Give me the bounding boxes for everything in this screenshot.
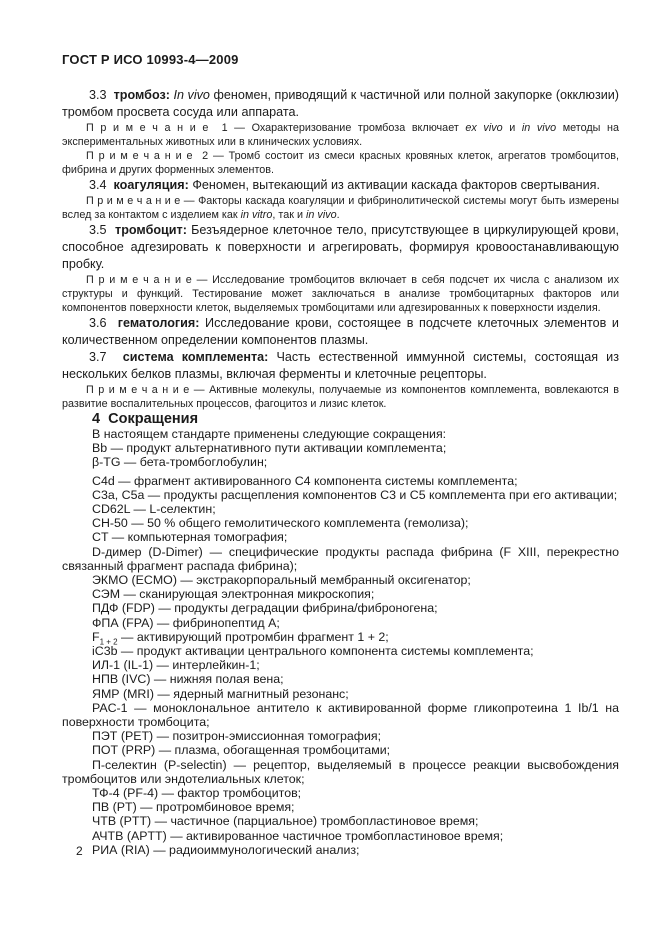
abbr-item bbox=[62, 672, 619, 686]
abbr-item bbox=[62, 729, 619, 743]
text-segment: Исследование крови, состоящее в подсчете клеточных элементов и количественном определении компонентов плазмы. bbox=[62, 316, 619, 347]
note-3-5 bbox=[62, 273, 619, 315]
text-segment: ТФ-4 (PF-4) — фактор тромбоцитов; bbox=[92, 786, 302, 801]
text-segment: П р и м е ч а н и е — Факторы каскада коагуляции и фибринолитической системы могут быть измерены вслед за контактом с изделием как bbox=[62, 195, 619, 221]
text-segment: тромбоцит: bbox=[115, 223, 192, 237]
definition-3-4 bbox=[62, 177, 619, 194]
text-segment: CD62L — L-селектин; bbox=[92, 502, 216, 517]
abbr-item bbox=[62, 758, 619, 786]
text-segment: ФПА (FPA) — фибринопептид A; bbox=[92, 615, 280, 630]
abbr-item bbox=[62, 629, 619, 647]
text-segment: β-TG — бета-тромбоглобулин; bbox=[92, 455, 268, 470]
text-segment: . bbox=[336, 209, 340, 221]
abbr-item bbox=[62, 455, 619, 469]
text-segment: коагуляция: bbox=[113, 178, 193, 192]
text-segment: ПОТ (PRP) — плазма, обогащенная тромбоцитами; bbox=[92, 743, 391, 758]
document-header: ГОСТ Р ИСО 10993-4—2009 bbox=[62, 52, 239, 67]
definition-3-5 bbox=[62, 222, 619, 273]
abbr-item bbox=[62, 516, 619, 530]
abbr-item bbox=[62, 474, 619, 488]
text-segment: CT — компьютерная томография; bbox=[92, 530, 288, 545]
text-segment: 3.5 bbox=[89, 223, 116, 237]
text-segment: СЭМ — сканирующая электронная микроскопия; bbox=[92, 587, 375, 602]
text-segment: C3a, C5a — продукты расщепления компонентов C3 и C5 комплемента при его активации; bbox=[92, 487, 618, 502]
text-segment: и bbox=[502, 122, 522, 134]
text-segment: П р и м е ч а н и е 1 — Охарактеризование тромбоза включает bbox=[86, 122, 466, 134]
text-segment: РИА (RIA) — радиоиммунологический анализ; bbox=[92, 842, 360, 857]
text-segment: in vivo bbox=[306, 209, 337, 221]
text-segment: НПВ (IVC) — нижняя полая вена; bbox=[92, 672, 284, 687]
text-segment: Часть естественной иммунной системы, состоящая из нескольких белков плазмы, включая ферменты и клеточные рецепторы. bbox=[62, 350, 619, 381]
text-segment: PAC-1 — моноклональное антитело к активированной форме гликопротеина 1 Ib/1 на поверхности тромбоцита; bbox=[62, 700, 619, 730]
document-body bbox=[62, 87, 619, 857]
text-segment: 3.6 bbox=[89, 316, 118, 330]
abbr-item bbox=[62, 587, 619, 601]
section-heading-4 bbox=[62, 411, 619, 427]
text-segment: тромбоз: bbox=[113, 88, 174, 102]
abbr-item bbox=[62, 441, 619, 455]
abbr-item bbox=[62, 644, 619, 658]
abbr-item bbox=[62, 843, 619, 857]
text-segment: П-селектин (P-selectin) — рецептор, выделяемый в процессе реакции высвобождения тромбоцитов или эндотелиальных клеток; bbox=[62, 757, 619, 786]
text-segment: ex vivo bbox=[465, 122, 503, 134]
text-segment: феномен, приводящий к частичной или полной закупорке (окклюзии) тромбом просвета сосуда или аппарата. bbox=[62, 88, 620, 119]
abbr-item bbox=[62, 616, 619, 630]
page-number: 2 bbox=[76, 844, 83, 858]
text-segment: , так и bbox=[272, 209, 307, 221]
text-segment: ЭКМО (ECMO) — экстракорпоральный мембранный оксигенатор; bbox=[92, 573, 471, 588]
definition-3-6 bbox=[62, 315, 619, 349]
abbr-item bbox=[62, 687, 619, 701]
text-segment: in vitro bbox=[240, 209, 273, 221]
text-segment: ПДФ (FDP) — продукты деградации фибрина/фиброногена; bbox=[92, 601, 438, 616]
text-segment: 3.7 bbox=[89, 350, 123, 364]
abbr-item bbox=[62, 743, 619, 757]
note-3-7 bbox=[62, 383, 619, 411]
note-3-3-2 bbox=[62, 149, 619, 177]
text-segment: П р и м е ч а н и е — Активные молекулы, получаемые из компонентов комплемента, вовлекаются в развитие воспалительных процессов, фагоцитоз и лизис клеток. bbox=[62, 384, 619, 410]
text-segment: C4d — фрагмент активированного C4 компонента системы комплемента; bbox=[92, 473, 518, 488]
abbr-item bbox=[62, 601, 619, 615]
text-segment: Феномен, вытекающий из активации каскада факторов свертывания. bbox=[192, 178, 600, 192]
note-3-4 bbox=[62, 194, 619, 222]
text-segment: iC3b — продукт активации центрального компонента системы комплемента; bbox=[92, 644, 534, 659]
text-segment: 3.3 bbox=[89, 88, 114, 102]
text-segment: В настоящем стандарте применены следующие сокращения: bbox=[92, 427, 447, 441]
text-segment: АЧТВ (APTT) — активированное частичное тромбопластиновое время; bbox=[92, 828, 504, 843]
text-segment: F bbox=[92, 629, 100, 644]
text-segment: ЧТВ (PTT) — частичное (парциальное) тромбопластиновое время; bbox=[92, 814, 479, 829]
text-segment: ПЭТ (PET) — позитрон-эмиссионная томография; bbox=[92, 729, 382, 744]
abbr-item bbox=[62, 488, 619, 502]
text-segment: ПВ (PT) — протромбиновое время; bbox=[92, 800, 295, 815]
text-segment: ИЛ-1 (IL-1) — интерлейкин-1; bbox=[92, 658, 260, 673]
intro-paragraph bbox=[62, 427, 619, 441]
abbr-item bbox=[62, 786, 619, 800]
text-segment: CH-50 — 50 % общего гемолитического комплемента (гемолиза); bbox=[92, 516, 469, 531]
definition-3-3 bbox=[62, 87, 619, 121]
abbr-item bbox=[62, 701, 619, 729]
text-segment: in vivo bbox=[521, 122, 557, 134]
text-segment: — активирующий протромбин фрагмент 1 + 2; bbox=[117, 629, 389, 644]
text-segment: П р и м е ч а н и е 2 — Тромб состоит из смеси красных кровяных клеток, агрегатов тромбоцитов, фибрина и других форменных элементов. bbox=[62, 150, 619, 176]
text-segment: ЯМР (MRI) — ядерный магнитный резонанс; bbox=[92, 686, 349, 701]
note-3-3-1 bbox=[62, 121, 619, 149]
abbr-item bbox=[62, 545, 619, 573]
text-segment: Безъядерное клеточное тело, присутствующее в циркулирующей крови, способное адгезировать к поверхности и агрегировать, формируя кровоостанавливающую пробку. bbox=[62, 223, 619, 271]
text-segment: D-димер (D-Dimer) — специфические продукты распада фибрина (F XIII, перекрестно связанный фрагмент распада фибрина); bbox=[62, 544, 619, 573]
abbr-item bbox=[62, 658, 619, 672]
text-segment: 3.4 bbox=[89, 178, 114, 192]
abbr-item bbox=[62, 530, 619, 544]
text-segment: In vivo bbox=[173, 88, 210, 102]
abbr-item bbox=[62, 829, 619, 843]
abbr-item bbox=[62, 573, 619, 587]
abbr-item bbox=[62, 814, 619, 828]
text-segment: Bb — продукт альтернативного пути активации комплемента; bbox=[92, 441, 447, 456]
text-segment: система комплемента: bbox=[122, 350, 277, 364]
definition-3-7 bbox=[62, 349, 619, 383]
abbr-item bbox=[62, 502, 619, 516]
text-segment: П р и м е ч а н и е — Исследование тромбоцитов включает в себя подсчет их числа с анализом их структуры и функций. Тестирование может заключаться в анализе тромбоцитарных факторов или компонентов поверхности клеток, выделяемых тромбоцитами или адгезированных к поверхности изделия. bbox=[62, 274, 619, 314]
abbr-item bbox=[62, 800, 619, 814]
text-segment: 1 + 2 bbox=[99, 637, 118, 647]
text-segment: гематология: bbox=[117, 316, 206, 330]
text-segment: методы на экспериментальных животных или в клинических условиях. bbox=[62, 122, 620, 148]
text-segment: 4 Сокращения bbox=[92, 411, 199, 427]
